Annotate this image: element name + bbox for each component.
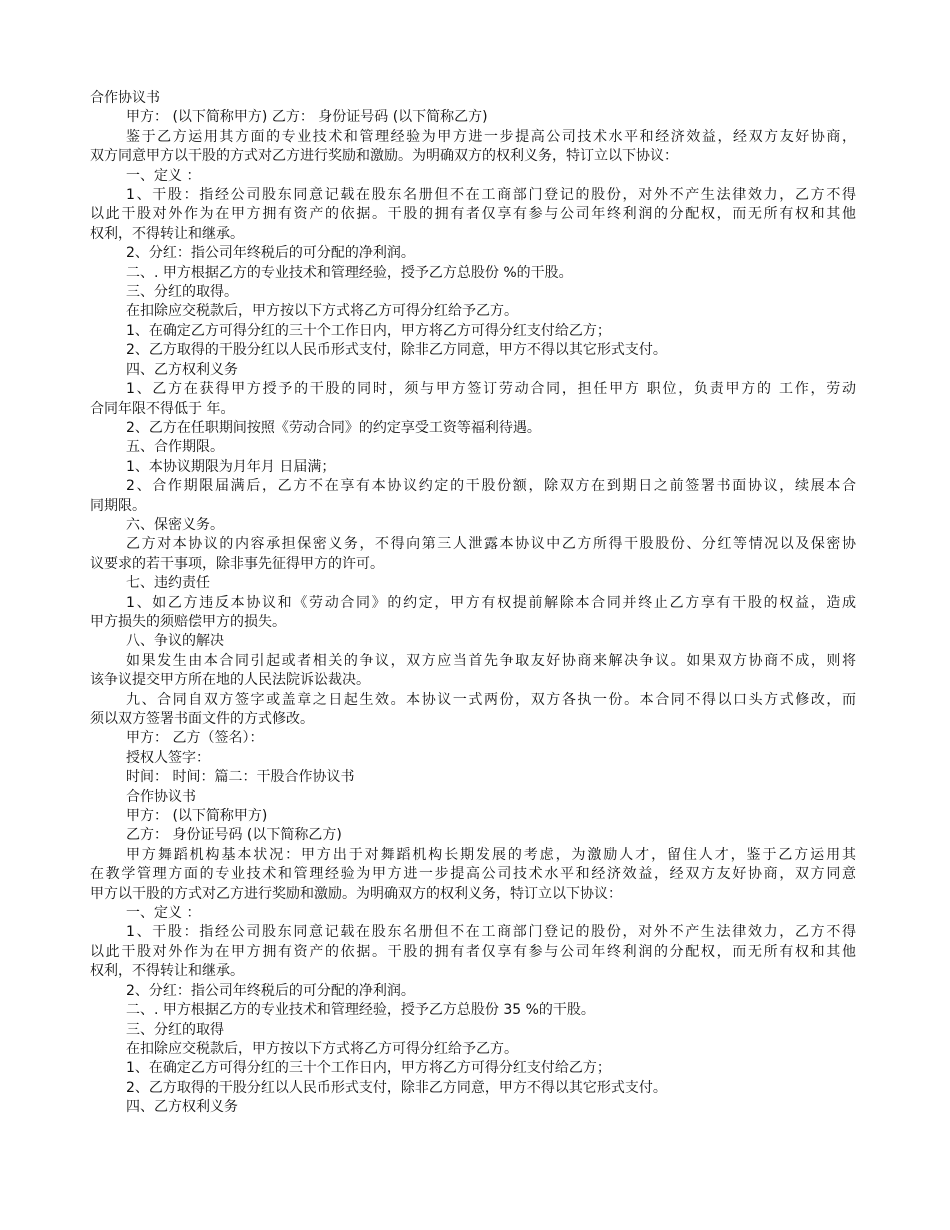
paragraph-line: 九、合同自双方签字或盖章之日起生效。本协议一式两份，双方各执一份。本合同不得以口头方式修改，而: [126, 691, 856, 708]
paragraph-line: 1、干股：指经公司股东同意记载在股东名册但不在工商部门登记的股份，对外不产生法律效力，乙方不得: [126, 924, 856, 941]
signature-line: 授权人签字：: [126, 749, 210, 766]
paragraph-line: 该争议提交甲方所在地的人民法院诉讼裁决。: [90, 672, 370, 689]
paragraph-line: 2、分红：指公司年终税后的可分配的净利润。: [126, 982, 415, 999]
section-heading: 一、定义 ：: [126, 167, 201, 184]
paragraph-line: 甲方损失的须赔偿甲方的损失。: [90, 613, 286, 630]
paragraph-line: 乙方对本协议的内容承担保密义务，不得向第三人泄露本协议中乙方所得干股股份、分红等情况以及保密协: [126, 536, 856, 553]
doc-title: 合作协议书: [90, 90, 160, 106]
paragraph-line: 1、如乙方违反本协议和《劳动合同》的约定，甲方有权提前解除本合同并终止乙方享有干股的权益，造成: [126, 594, 856, 611]
paragraph-line: 1、干股：指经公司股东同意记载在股东名册但不在工商部门登记的股份，对外不产生法律效力，乙方不得: [126, 187, 856, 204]
party-line: 甲方： (以下简称甲方) 乙方： 身份证号码 (以下简称乙方): [126, 109, 488, 126]
section-heading: 四、乙方权利义务: [126, 361, 238, 378]
paragraph-line: 1、在确定乙方可得分红的三十个工作日内，甲方将乙方可得分红支付给乙方；: [126, 1060, 611, 1077]
paragraph-line: 同期限。: [90, 497, 146, 514]
paragraph-line: 2、合作期限届满后，乙方不在享有本协议约定的干股份额，除双方在到期日之前签署书面协议，续展本合: [126, 478, 856, 495]
paragraph-line: 权利，不得转让和继承。: [90, 225, 244, 242]
section-heading: 七、违约责任: [126, 575, 210, 592]
section-heading: 六、保密义务。: [126, 516, 224, 533]
paragraph-line: 须以双方签署书面文件的方式修改。: [90, 711, 314, 727]
paragraph-line: 权利，不得转让和继承。: [90, 963, 244, 980]
paragraph-line: 在扣除应交税款后，甲方按以下方式将乙方可得分红给予乙方。: [126, 303, 518, 320]
paragraph-line: 以此干股对外作为在甲方拥有资产的依据。干股的拥有者仅享有参与公司年终利润的分配权，而无所有权和其他: [90, 943, 856, 960]
paragraph-line: 二、. 甲方根据乙方的专业技术和管理经验，授予乙方总股份 %的干股。: [126, 264, 573, 281]
paragraph-line: 如果发生由本合同引起或者相关的争议，双方应当首先争取友好协商来解决争议。如果双方协商不成，则将: [126, 652, 856, 669]
party-line: 乙方： 身份证号码 (以下简称乙方): [126, 827, 342, 844]
party-line: 甲方： (以下简称甲方): [126, 808, 268, 825]
section-heading: 五、合作期限。: [126, 439, 224, 456]
section-heading: 四、乙方权利义务: [126, 1099, 238, 1116]
paragraph-line: 甲方舞蹈机构基本状况：甲方出于对舞蹈机构长期发展的考虑，为激励人才，留住人才，鉴于乙方运用其: [126, 846, 856, 863]
paragraph-line: 甲方以干股的方式对乙方进行奖励和激励。为明确双方的权利义务，特订立以下协议：: [90, 885, 622, 902]
paragraph-line: 鉴于乙方运用其方面的专业技术和管理经验为甲方进一步提高公司技术水平和经济效益，经双方友好协商，: [126, 128, 856, 145]
paragraph-line: 议要求的若干事项，除非事先征得甲方的许可。: [90, 555, 384, 572]
paragraph-line: 2、乙方取得的干股分红以人民币形式支付，除非乙方同意，甲方不得以其它形式支付。: [126, 342, 667, 359]
doc-title: 合作协议书: [126, 788, 196, 805]
paragraph-line: 1、乙方在获得甲方授予的干股的同时，须与甲方签订劳动合同，担任甲方 职位，负责甲方的 工作，劳动: [126, 381, 856, 398]
section-heading: 一、定义 ：: [126, 905, 201, 922]
signature-line: 甲方： 乙方（签名）：: [126, 730, 264, 747]
paragraph-line: 1、本协议期限为月年月 日届满；: [126, 458, 336, 475]
date-line: 时间： 时间：篇二：干股合作协议书: [126, 769, 355, 786]
paragraph-line: 二、. 甲方根据乙方的专业技术和管理经验，授予乙方总股份 35 %的干股。: [126, 1002, 595, 1019]
paragraph-line: 合同年限不得低于 年。: [90, 400, 235, 417]
paragraph-line: 在教学管理方面的专业技术和管理经验为甲方进一步提高公司技术水平和经济效益，经双方友好协商，双方同意: [90, 866, 856, 883]
section-heading: 三、分红的取得: [126, 1021, 224, 1038]
section-heading: 八、争议的解决: [126, 633, 224, 650]
paragraph-line: 以此干股对外作为在甲方拥有资产的依据。干股的拥有者仅享有参与公司年终利润的分配权，而无所有权和其他: [90, 206, 856, 223]
paragraph-line: 2、乙方取得的干股分红以人民币形式支付，除非乙方同意，甲方不得以其它形式支付。: [126, 1079, 667, 1096]
paragraph-line: 1、在确定乙方可得分红的三十个工作日内，甲方将乙方可得分红支付给乙方；: [126, 322, 611, 339]
paragraph-line: 2、乙方在任职期间按照《劳动合同》的约定享受工资等福利待遇。: [126, 419, 541, 436]
section-heading: 三、分红的取得。: [126, 284, 238, 301]
paragraph-line: 在扣除应交税款后，甲方按以下方式将乙方可得分红给予乙方。: [126, 1040, 518, 1057]
paragraph-line: 2、分红：指公司年终税后的可分配的净利润。: [126, 245, 415, 262]
paragraph-line: 双方同意甲方以干股的方式对乙方进行奖励和激励。为明确双方的权利义务，特订立以下协议：: [90, 148, 678, 165]
